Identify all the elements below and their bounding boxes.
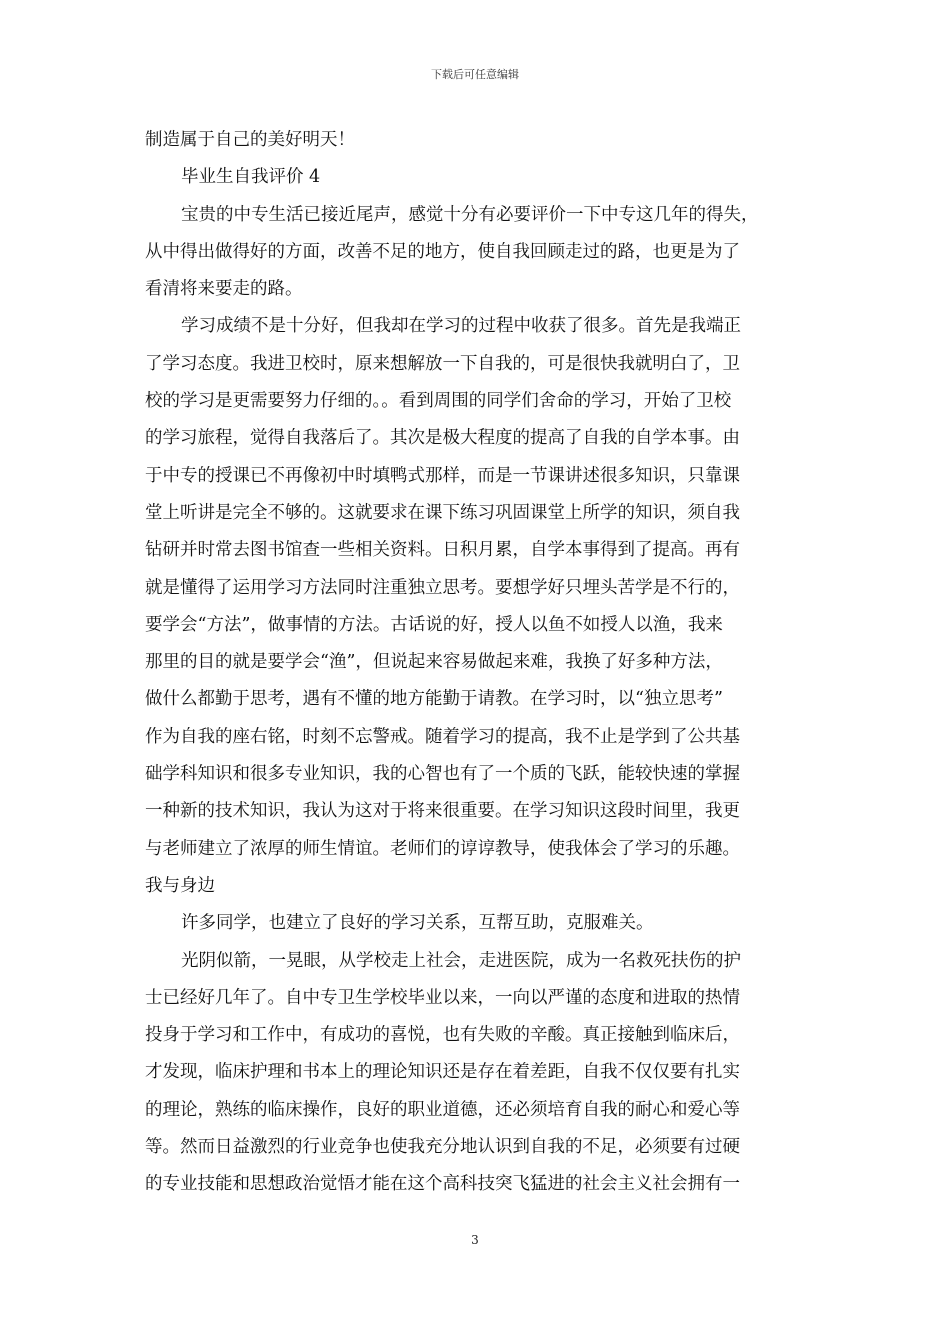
text-line: 等。然而日益激烈的行业竞争也使我充分地认识到自我的不足，必须要有过硬 [145, 1137, 740, 1158]
text-line: 那里的目的就是要学会“渔”，但说起来容易做起来难，我换了好多种方法， [145, 652, 723, 673]
text-line: 从中得出做得好的方面，改善不足的地方，使自我回顾走过的路，也更是为了 [145, 241, 740, 262]
text-line: 制造属于自己的美好明天！ [145, 130, 355, 150]
text-line: 了学习态度。我进卫校时，原来想解放一下自我的，可是很快我就明白了，卫 [145, 353, 740, 374]
text-line: 要学会“方法”，做事情的方法。古话说的好，授人以鱼不如授人以渔，我来 [145, 614, 723, 635]
text-line: 做什么都勤于思考，遇有不懂的地方能勤于请教。在学习时，以“独立思考” [145, 689, 723, 710]
text-line: 才发现，临床护理和书本上的理论知识还是存在着差距，自我不仅仅要有扎实 [145, 1062, 740, 1083]
text-line: 钻研并时常去图书馆查一些相关资料。日积月累，自学本事得到了提高。再有 [145, 540, 740, 561]
page-header-note: 下载后可任意编辑 [431, 68, 519, 81]
text-line: 一种新的技术知识，我认为这对于将来很重要。在学习知识这段时间里，我更 [145, 801, 740, 822]
text-line: 作为自我的座右铭，时刻不忘警戒。随着学习的提高，我不止是学到了公共基 [145, 726, 740, 747]
text-line: 校的学习是更需要努力仔细的。。看到周围的同学们舍命的学习，开始了卫校 [145, 391, 732, 412]
text-line: 的专业技能和思想政治觉悟才能在这个高科技突飞猛进的社会主义社会拥有一 [145, 1174, 740, 1195]
document-body [145, 122, 805, 1204]
text-line: 础学科知识和很多专业知识，我的心智也有了一个质的飞跃，能较快速的掌握 [145, 764, 740, 785]
text-line: 我与身边 [145, 875, 215, 896]
text-line: 就是懂得了运用学习方法同时注重独立思考。要想学好只埋头苦学是不行的， [145, 577, 740, 598]
text-line: 光阴似箭，一晃眼，从学校走上社会，走进医院，成为一名救死扶伤的护 [181, 950, 741, 971]
page-number: 3 [471, 1233, 479, 1247]
text-line: 的理论，熟练的临床操作，良好的职业道德，还必须培育自我的耐心和爱心等 [145, 1099, 740, 1120]
text-line: 堂上听讲是完全不够的。这就要求在课下练习巩固课堂上所学的知识，须自我 [145, 502, 740, 523]
text-line: 学习成绩不是十分好，但我却在学习的过程中收获了很多。首先是我端正 [181, 316, 741, 337]
text-line: 的学习旅程，觉得自我落后了。其次是极大程度的提高了自我的自学本事。由 [145, 428, 740, 449]
text-line: 士已经好几年了。自中专卫生学校毕业以来，一向以严谨的态度和进取的热情 [145, 987, 740, 1008]
text-line: 与老师建立了浓厚的师生情谊。老师们的谆谆教导，使我体会了学习的乐趣。 [145, 838, 740, 859]
text-line: 于中专的授课已不再像初中时填鸭式那样，而是一节课讲述很多知识，只靠课 [145, 465, 740, 486]
text-line: 投身于学习和工作中，有成功的喜悦，也有失败的辛酸。真正接触到临床后， [145, 1025, 740, 1046]
section-heading: 毕业生自我评价 4 [181, 167, 321, 188]
text-line: 看清将来要走的路。 [145, 279, 303, 300]
text-line: 宝贵的中专生活已接近尾声，感觉十分有必要评价一下中专这几年的得失， [181, 204, 759, 225]
text-line: 许多同学，也建立了良好的学习关系，互帮互助，克服难关。 [181, 913, 654, 934]
